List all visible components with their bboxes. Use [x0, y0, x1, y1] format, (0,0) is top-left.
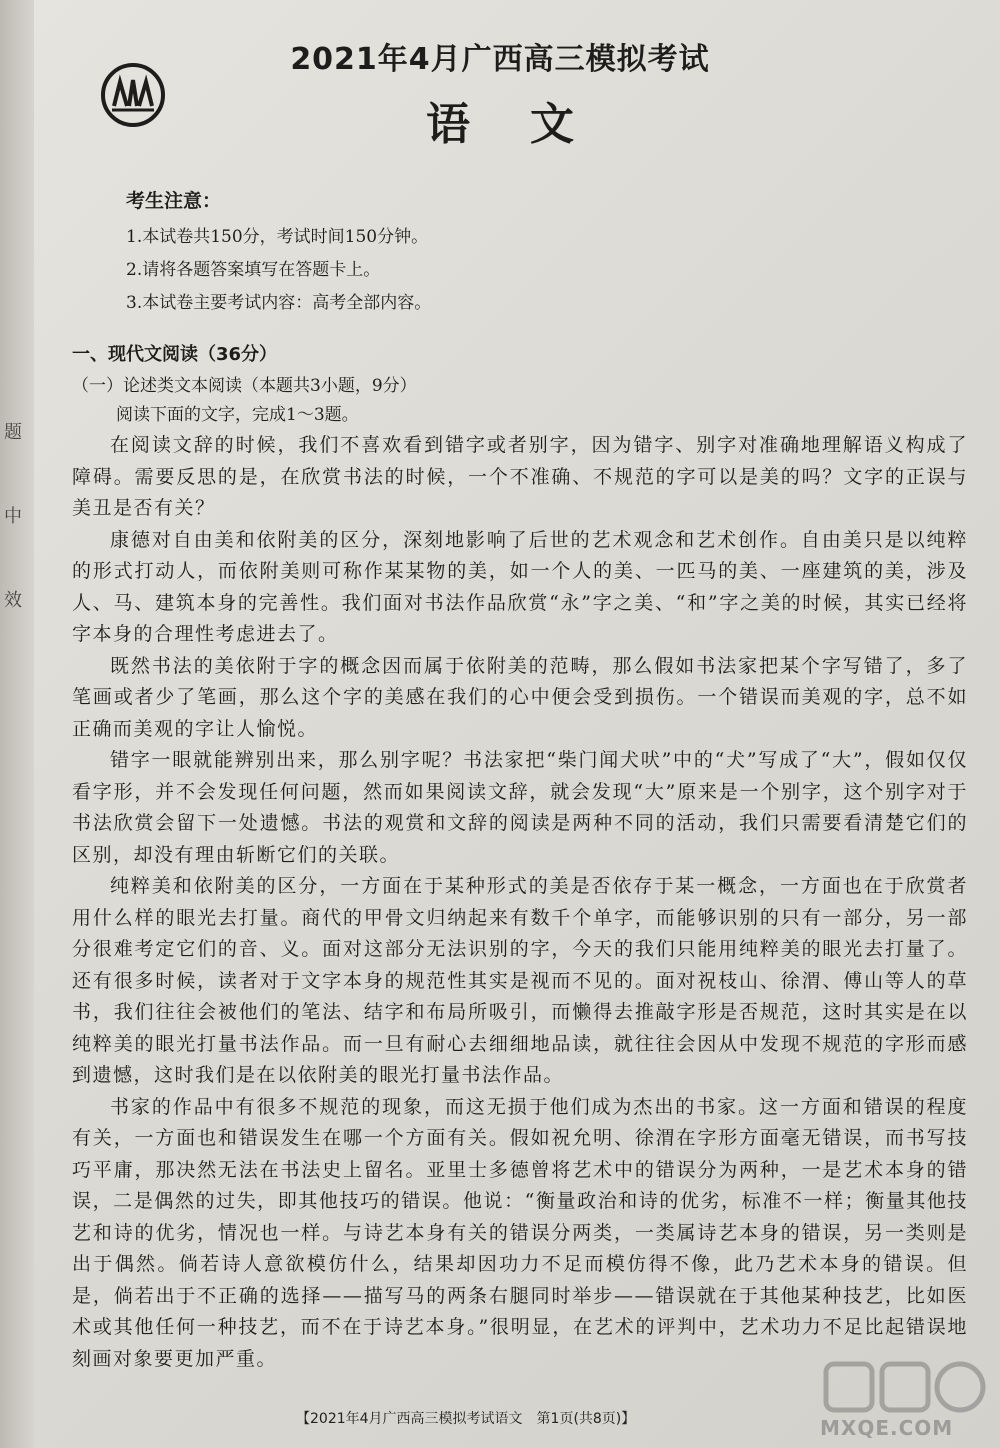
- reading-passage: [72, 430, 968, 1375]
- notice-item: 3.本试卷主要考试内容：高考全部内容。: [126, 293, 432, 313]
- reading-instruction: 阅读下面的文字，完成1～3题。: [116, 405, 359, 425]
- passage-paragraph: 错字一眼就能辨别出来，那么别字呢？书法家把“柴门闻犬吠”中的“犬”写成了“大”，假如仅仅看字形，并不会发现任何问题，然而如果阅读文辞，就会发现“大”原来是一个别字，这个别字对于书法欣赏会留下一处遗憾。书法的观赏和文辞的阅读是两种不同的活动，我们只需要看清楚它们的区别，却没有理由斩断它们的关联。: [72, 749, 968, 866]
- passage-paragraph: 纯粹美和依附美的区分，一方面在于某种形式的美是否依存于某一概念，一方面也在于欣赏者用什么样的眼光去打量。商代的甲骨文归纳起来有数千个单字，而能够识别的只有一部分，另一部分很难考定它们的音、义。面对这部分无法识别的字，今天的我们只能用纯粹美的眼光去打量了。还有很多时候，读者对于文字本身的规范性其实是视而不见的。面对祝枝山、徐渭、傅山等人的草书，我们往往会被他们的笔法、结字和布局所吸引，而懒得去推敲字形是否规范，这时其实是在以纯粹美的眼光打量书法作品。而一旦有耐心去细细地品读，就往往会因从中发现不规范的字形而感到遗憾，这时我们是在以依附美的眼光打量书法作品。: [72, 875, 968, 1086]
- exam-title: 2021年4月广西高三模拟考试: [290, 42, 710, 77]
- binding-margin-text: [4, 418, 24, 670]
- margin-char: 题: [4, 422, 22, 443]
- passage-paragraph: 书家的作品中有很多不规范的现象，而这无损于他们成为杰出的书家。这一方面和错误的程度有关，一方面也和错误发生在哪一个方面有关。假如祝允明、徐渭在字形方面毫无错误，而书写技巧平庸，那决然无法在书法史上留名。亚里士多德曾将艺术中的错误分为两种，一是艺术本身的错误，二是偶然的过失，即其他技巧的错误。他说：“衡量政治和诗的优劣，标准不一样；衡量其他技艺和诗的优劣，情况也一样。与诗艺本身有关的错误分两类，一类属诗艺本身的错误，另一类则是出于偶然。倘若诗人意欲模仿什么，结果却因功力不足而模仿得不像，此乃艺术本身的错误。但是，倘若出于不正确的选择——描写马的两条右腿同时举步——错误就在于其他某种技艺，比如医术或其他任何一种技艺，而不在于诗艺本身。”很明显，在艺术的评判中，艺术功力不足比起错误地刻画对象要更加严重。: [72, 1095, 968, 1370]
- exam-logo-icon: [100, 62, 166, 128]
- notice-title: 考生注意：: [126, 190, 222, 212]
- notice-item: 1.本试卷共150分，考试时间150分钟。: [126, 227, 429, 247]
- page-footer: 【2021年4月广西高三模拟考试语文 第1页(共8页)】: [296, 1411, 636, 1427]
- candidate-notice: [126, 186, 726, 320]
- margin-char: 效: [4, 590, 22, 611]
- section-heading: 一、现代文阅读（36分）: [72, 344, 278, 365]
- passage-paragraph: 在阅读文辞的时候，我们不喜欢看到错字或者别字，因为错字、别字对准确地理解语义构成了障碍。需要反思的是，在欣赏书法的时候，一个不准确、不规范的字可以是美的吗？文字的正误与美丑是否有关？: [72, 434, 968, 519]
- subsection-heading: （一）论述类文本阅读（本题共3小题，9分）: [72, 376, 417, 396]
- exam-subject: 语文: [426, 99, 634, 150]
- margin-char: 中: [4, 506, 22, 527]
- notice-item: 2.请将各题答案填写在答题卡上。: [126, 260, 381, 280]
- passage-paragraph: 康德对自由美和依附美的区分，深刻地影响了后世的艺术观念和艺术创作。自由美只是以纯粹的形式打动人，而依附美则可称作某某物的美，如一个人的美、一匹马的美、一座建筑的美，涉及人、马、建筑本身的完善性。我们面对书法作品欣赏“永”字之美、“和”字之美的时候，其实已经将字本身的合理性考虑进去了。: [72, 528, 968, 645]
- watermark-text: MXQE.COM: [820, 1416, 954, 1440]
- passage-paragraph: 既然书法的美依附于字的概念因而属于依附美的范畴，那么假如书法家把某个字写错了，多了笔画或者少了笔画，那么这个字的美感在我们的心中便会受到损伤。一个错误而美观的字，总不如正确而美观的字让人愉悦。: [72, 654, 968, 740]
- page-edge-shadow: [0, 0, 34, 1448]
